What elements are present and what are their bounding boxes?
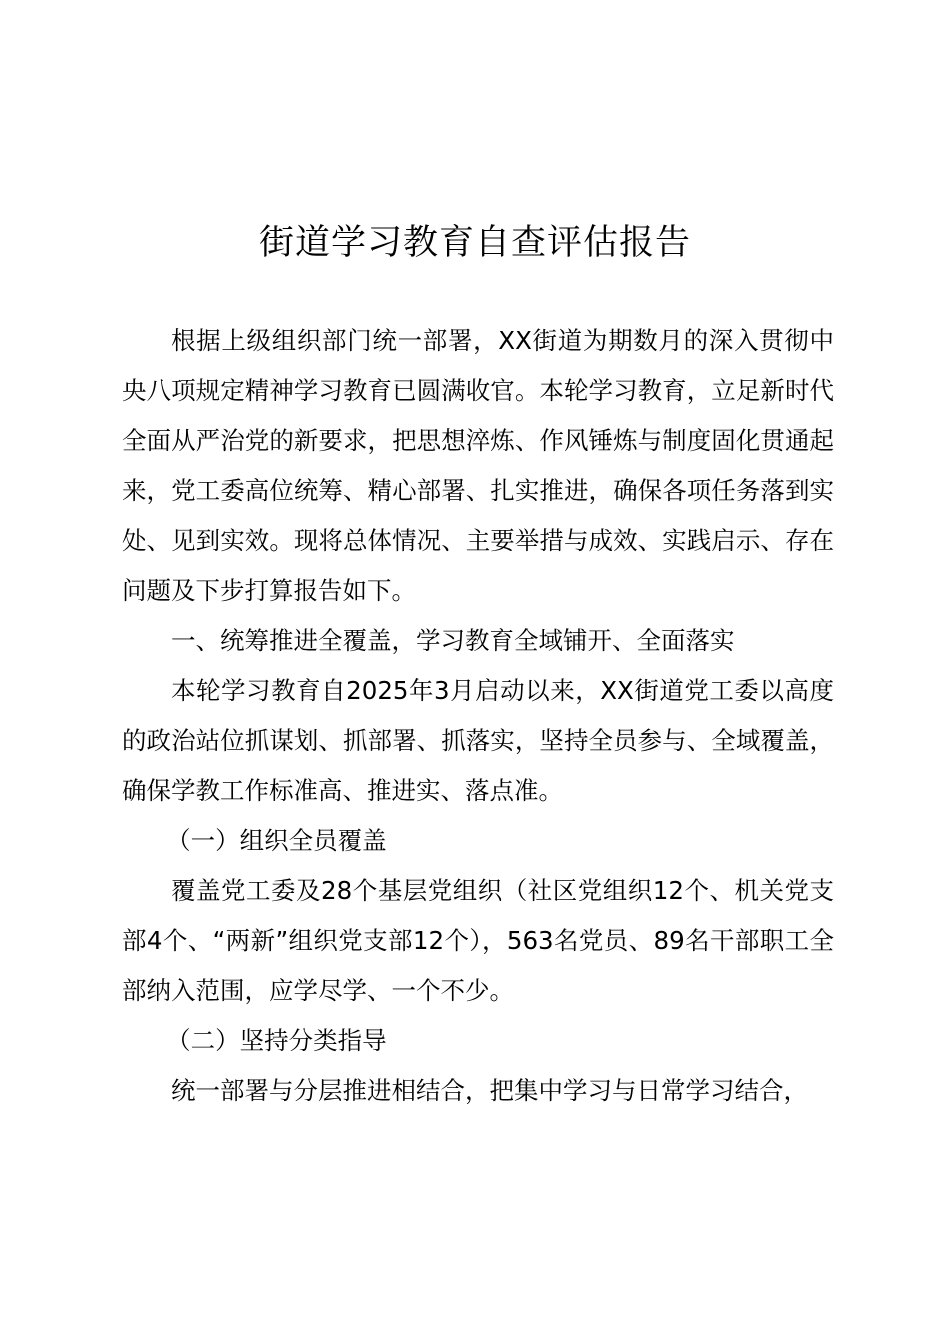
document-title: 街道学习教育自查评估报告 xyxy=(258,223,691,263)
subsection-1-paragraph: 覆盖党工委及28个基层党组织（社区党组织12个、机关党支部4个、“两新”组织党支部12个），563名党员、89名干部职工全部纳入范围，应学尽学、一个不少。 xyxy=(122,876,834,1005)
subsection-heading-1: （一）组织全员覆盖 xyxy=(166,826,387,855)
intro-paragraph: 根据上级组织部门统一部署，XX街道为期数月的深入贯彻中央八项规定精神学习教育已圆满收官。本轮学习教育，立足新时代全面从严治党的新要求，把思想淬炼、作风锤炼与制度固化贯通起来，党工委高位统筹、精心部署、扎实推进，确保各项任务落到实处、见到实效。现将总体情况、主要举措与成效、实践启示、存在问题及下步打算报告如下。 xyxy=(122,326,834,605)
section-1-paragraph: 本轮学习教育自2025年3月启动以来，XX街道党工委以高度的政治站位抓谋划、抓部署、抓落实，坚持全员参与、全域覆盖，确保学教工作标准高、推进实、落点准。 xyxy=(122,676,834,805)
document-body xyxy=(122,316,834,1116)
section-heading-1: 一、统筹推进全覆盖，学习教育全域铺开、全面落实 xyxy=(171,626,735,655)
subsection-heading-2: （二）坚持分类指导 xyxy=(166,1026,387,1055)
subsection-2-paragraph: 统一部署与分层推进相结合，把集中学习与日常学习结合， xyxy=(171,1076,808,1105)
